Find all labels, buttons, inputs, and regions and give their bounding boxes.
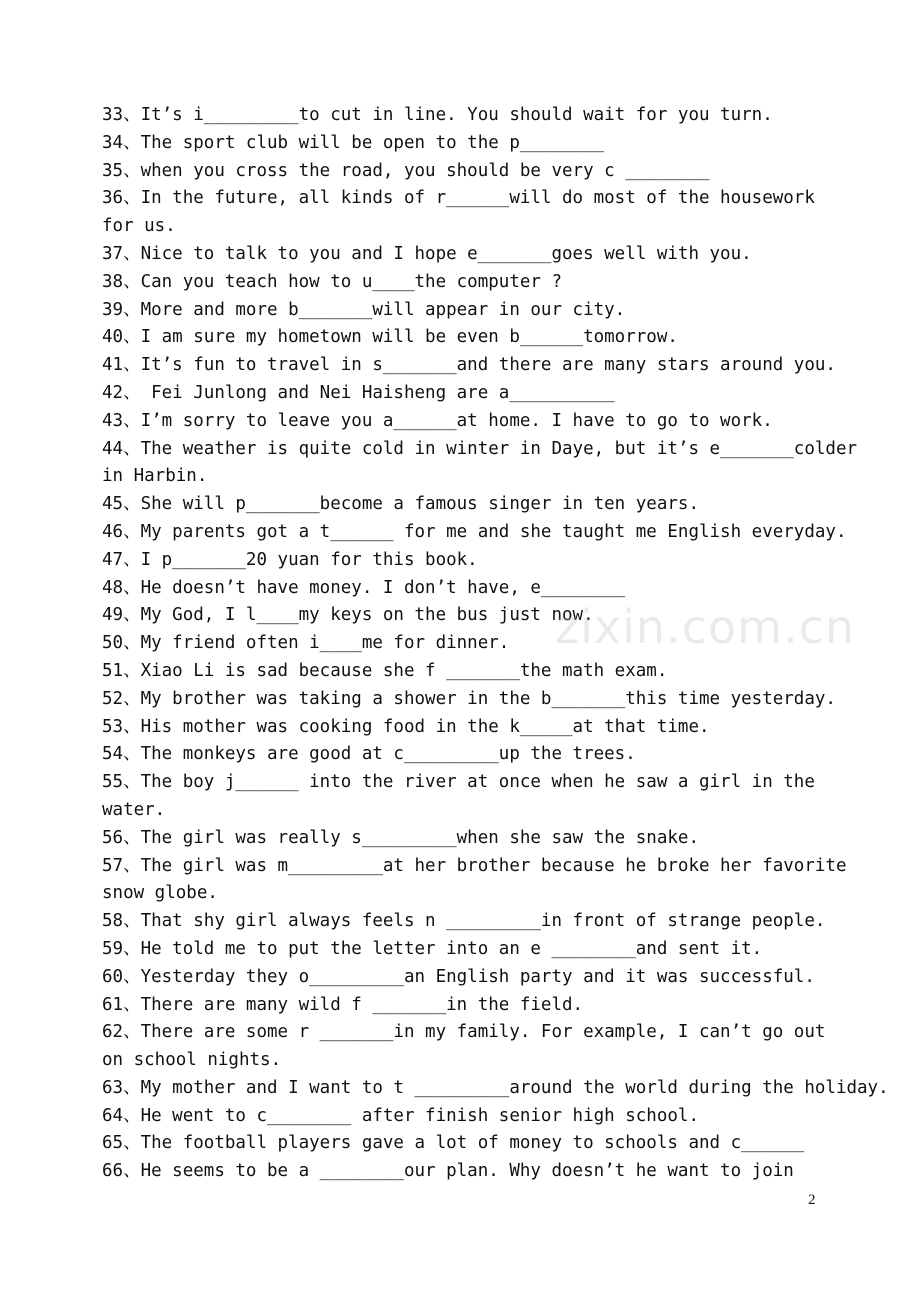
exercise-line: 41、It’s fun to travel in s_______and there are many stars around you. (102, 355, 836, 376)
exercise-line: 50、My friend often i____me for dinner. (102, 633, 510, 654)
exercise-line: 34、The sport club will be open to the p________ (102, 132, 605, 153)
exercise-line: snow globe. (102, 883, 218, 904)
exercise-line: 66、He seems to be a ________our plan. Why doesn’t he want to join (102, 1161, 794, 1182)
exercise-text-block (102, 102, 902, 1186)
exercise-line: 64、He went to c________ after finish senior high school. (102, 1105, 699, 1126)
exercise-line: 58、That shy girl always feels n _________in front of strange people. (102, 911, 826, 932)
exercise-line: 52、My brother was taking a shower in the b_______this time yesterday. (102, 688, 836, 709)
exercise-line: 57、The girl was m_________at her brother because he broke her favorite (102, 855, 847, 876)
exercise-line: 44、The weather is quite cold in winter in Daye, but it’s e_______colder (102, 438, 858, 459)
exercise-line: 63、My mother and I want to t _________around the world during the holiday. (102, 1077, 889, 1098)
exercise-line: 35、when you cross the road, you should be very c ________ (102, 160, 710, 181)
exercise-line: 36、In the future, all kinds of r______will do most of the housework (102, 188, 815, 209)
exercise-line: 48、He doesn’t have money. I don’t have, e________ (102, 577, 626, 598)
exercise-line: 53、His mother was cooking food in the k_____at that time. (102, 716, 710, 737)
exercise-line: 61、There are many wild f _______in the field. (102, 994, 584, 1015)
exercise-line: 65、The football players gave a lot of money to schools and c______ (102, 1133, 805, 1154)
exercise-line: 55、The boy j______ into the river at once when he saw a girl in the (102, 772, 815, 793)
exercise-line: for us. (102, 216, 176, 237)
exercise-line: 42、 Fei Junlong and Nei Haisheng are a__________ (102, 382, 615, 403)
exercise-line: 47、I p_______20 yuan for this book. (102, 549, 478, 570)
watermark: zixin.com.cn (555, 600, 856, 654)
exercise-line: 33、It’s i_________to cut in line. You should wait for you turn. (102, 105, 773, 125)
exercise-line: 59、He told me to put the letter into an e ________and sent it. (102, 938, 763, 959)
exercise-line: 54、The monkeys are good at c_________up the trees. (102, 744, 636, 765)
exercise-line: 43、I’m sorry to leave you a______at home. I have to go to work. (102, 410, 773, 431)
exercise-line: 56、The girl was really s_________when she saw the snake. (102, 827, 699, 848)
exercise-line: on school nights. (102, 1050, 282, 1071)
exercise-line: 38、Can you teach how to u____the computer ? (102, 271, 563, 292)
exercise-line: 45、She will p_______become a famous singer in ten years. (102, 494, 699, 515)
exercise-line: 60、Yesterday they o_________an English party and it was successful. (102, 966, 815, 987)
exercise-line: 51、Xiao Li is sad because she f _______the math exam. (102, 660, 668, 681)
page-number: 2 (808, 1192, 816, 1208)
exercise-line: 40、I am sure my hometown will be even b______tomorrow. (102, 327, 678, 348)
exercise-line: water. (102, 799, 166, 820)
exercise-line: 37、Nice to talk to you and I hope e_______goes well with you. (102, 243, 752, 264)
exercise-line: 62、There are some r _______in my family. For example, I can’t go out (102, 1022, 826, 1043)
exercise-line: 46、My parents got a t______ for me and she taught me English everyday. (102, 521, 847, 542)
exercise-line: 49、My God, I l____my keys on the bus just now. (102, 605, 594, 626)
exercise-line: in Harbin. (102, 466, 208, 487)
exercise-line: 39、More and more b_______will appear in our city. (102, 299, 626, 320)
